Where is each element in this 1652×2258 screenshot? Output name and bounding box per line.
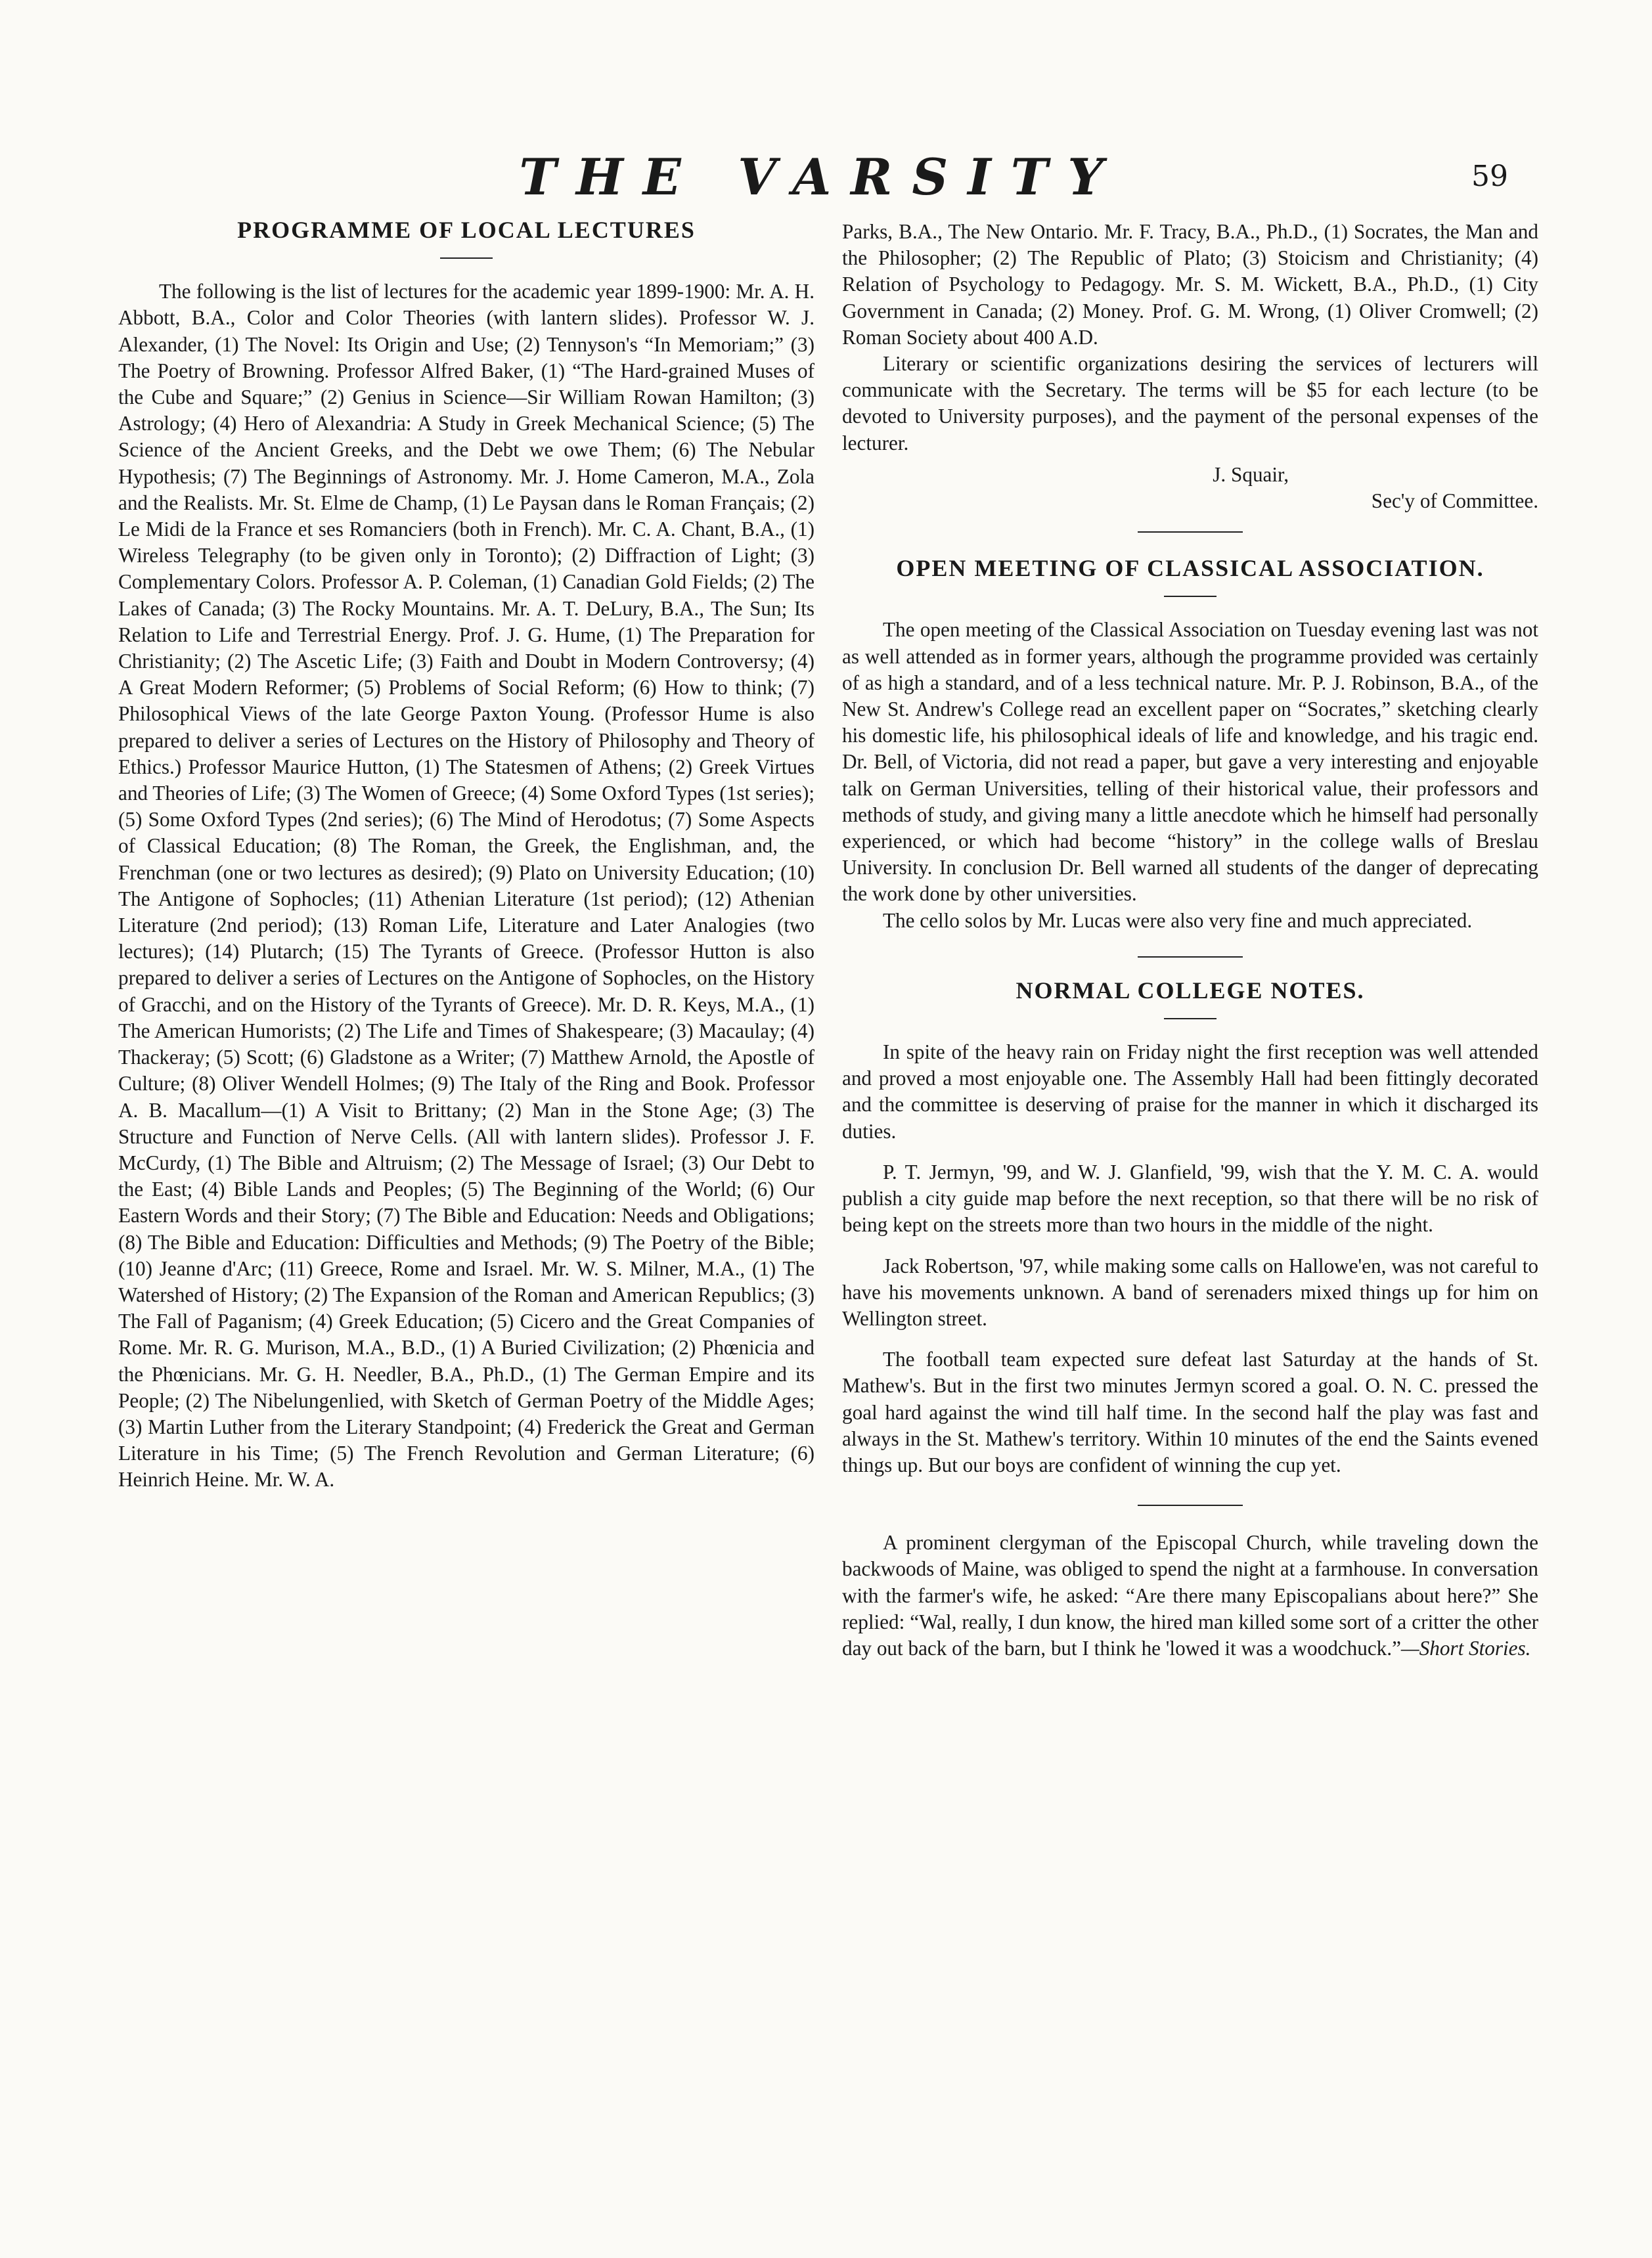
classical-paragraph: The cello solos by Mr. Lucas were also very fine and much appreciated. — [883, 908, 1473, 932]
masthead-title: THE VARSITY — [519, 148, 1123, 206]
lectures-closing: Literary or scientific organizations desiring the services of lecturers will communicate with the Secretary. The terms will be $5 for each lecture (to be devoted to University purposes), and the payment of the personal expenses of the lecturer. — [842, 352, 1538, 454]
lectures-paragraph: The following is the list of lectures for the academic year 1899-1900: Mr. A. H. Abbott, B.A., Color and Color Theories (with lantern slides). Professor W. J. Alexander, (1) The Novel: Its Origin and Use; (2) Tennyson's “In Memoriam;” (3) The Poetry of Browning. Professor Alfred Baker, (1) “The Hard-grained Muses of the Cube and Square;” (2) Genius in Science—Sir William Rowan Hamilton; (3) Astrology; (4) Hero of Alexandria: A Study in Greek Mechanical Science; (5) The Science of the Ancient Greeks, and the Debt we owe Them; (6) The Nebular Hypothesis; (7) The Beginnings of Astronomy. Mr. J. Home Cameron, M.A., Zola and the Realists. Mr. St. Elme de Champ, (1) Le Paysan dans le Roman Français; (2) Le Midi de la France et ses Romanciers (both in French). Mr. C. A. Chant, B.A., (1) Wireless Telegraphy (to be given only in Toronto); (2) Diffraction of Light; (3) Complementary Colors. Professor A. P. Coleman, (1) Canadian Gold Fields; (2) The Lakes of Canada; (3) The Rocky Mountains. Mr. A. T. DeLury, B.A., The Sun; Its Relation to Life and Terrestrial Energy. Prof. J. G. Hume, (1) The Preparation for Christianity; (2) The Ascetic Life; (3) Faith and Doubt in Modern Controversy; (4) A Great Modern Reformer; (5) Problems of Social Reform; (6) How to think; (7) Philosophical Views of the late George Paxton Young. (Professor Hume is also prepared to deliver a series of Lectures on the History of Philosophy and Theory of Ethics.) Professor Maurice Hutton, (1) The Statesmen of Athens; (2) Greek Virtues and Theories of Life; (3) The Women of Greece; (4) Some Oxford Types (1st series); (5) Some Oxford Types (2nd series); (6) The Mind of Herodotus; (7) Some Aspects of Classical Education; (8) The Roman, the Greek, the Englishman, and, the Frenchman (one or two lectures as desired); (9) Plato on University Education; (10) The Antigone of Sophocles; (11) Athenian Literature (1st period); (12) Athenian Literature (2nd period); (13) Roman Life, Literature and Later Analogies (two lectures); (14) Plutarch; (15) The Tyrants of Greece. (Professor Hutton is also prepared to deliver a series of Lectures on the Antigone of Sophocles, on the History of Gracchi, and on the History of the Tyrants of Greece). Mr. D. R. Keys, M.A., (1) The American Humorists; (2) The Life and Times of Shakespeare; (3) Macaulay; (4) Thackeray; (5) Scott; (6) Gladstone as a Writer; (7) Matthew Arnold, the Apostle of Culture; (8) Oliver Wendell Holmes; (9) The Italy of the Ring and Book. Professor A. B. Macallum—(1) A Visit to Brittany; (2) Man in the Stone Age; (3) The Structure and Function of Nerve Cells. (All with lantern slides). Professor J. F. McCurdy, (1) The Bible and Altruism; (2) The Message of Israel; (3) Our Debt to the East; (4) Bible Lands and Peoples; (5) The Beginning of the World; (6) Our Eastern Words and their Story; (7) The Bible and Education: Needs and Obligations; (8) The Bible and Education: Difficulties and Methods; (9) The Poetry of the Bible; (10) Jeanne d'Arc; (11) Greece, Rome and Israel. Mr. W. S. Milner, M.A., (1) The Watershed of History; (2) The Expansion of the Roman and American Republics; (3) The Fall of Paganism; (4) Greek Education; (5) Cicero and the Great Companies of Rome. Mr. R. G. Murison, M.A., B.D., (1) A Buried Civilization; (2) Phœnicia and the Phœnicians. Mr. G. H. Needler, B.A., Ph.D., (1) The German Empire and its People; (2) The Nibelungenlied, with Sketch of German Poetry of the Middle Ages; (3) Martin Luther from the Literary Standpoint; (4) Frederick the Great and German Literature in his Time; (5) The French Revolution and German Literature; (6) Heinrich Heine. Mr. W. A. — [118, 280, 815, 1492]
page-number: 59 — [1471, 160, 1508, 193]
anecdote-paragraph — [842, 1530, 1538, 1662]
normal-heading: NORMAL COLLEGE NOTES. — [1016, 977, 1365, 1004]
divider — [1164, 1018, 1217, 1019]
divider — [1138, 531, 1243, 533]
normal-paragraph: In spite of the heavy rain on Friday night the first reception was well attended and proved a most enjoyable one. The Assembly Hall had been fittingly decorated and the committee is deserving of praise for the manner in which it discharged its duties. — [842, 1040, 1538, 1143]
normal-paragraph: P. T. Jermyn, '99, and W. J. Glanfield, '99, wish that the Y. M. C. A. would publish a city guide map before the next reception, so that there will be no risk of being kept on the streets more than two hours in the middle of the night. — [842, 1160, 1538, 1237]
classical-heading: OPEN MEETING OF CLASSICAL ASSOCIATION. — [896, 555, 1485, 582]
left-column — [118, 217, 815, 1494]
signature-name: J. Squair, — [1213, 462, 1289, 486]
lectures-heading: PROGRAMME OF LOCAL LECTURES — [237, 217, 696, 243]
signature-title: Sec'y of Committee. — [1371, 489, 1538, 513]
anecdote-text: A prominent clergyman of the Episcopal Church, while traveling down the backwoods of Maine, was obliged to spend the night at a farmhouse. In conversation with the farmer's wife, he asked: “Are there many Episcopalians about here?” She replied: “Wal, really, I dun know, the hired man killed some sort of a critter the other day out back of the barn, but I think he 'lowed it was a woodchuck.” — [842, 1531, 1538, 1660]
divider — [1164, 596, 1217, 597]
normal-paragraph: Jack Robertson, '97, while making some calls on Hallowe'en, was not careful to have his movements unknown. A band of serenaders mixed things up for him on Wellington street. — [842, 1254, 1538, 1330]
divider — [1138, 956, 1243, 958]
divider — [1138, 1505, 1243, 1506]
right-column — [842, 219, 1538, 1662]
masthead — [0, 148, 1652, 207]
divider — [440, 257, 493, 259]
lectures-continuation: Parks, B.A., The New Ontario. Mr. F. Tracy, B.A., Ph.D., (1) Socrates, the Man and the Philosopher; (2) The Republic of Plato; (3) Stoicism and Christianity; (4) Relation of Psychology to Pedagogy. Mr. S. M. Wickett, B.A., Ph.D., (1) City Government in Canada; (2) Money. Prof. G. M. Wrong, (1) Oliver Cromwell; (2) Roman Society about 400 A.D. — [842, 220, 1538, 349]
classical-paragraph: The open meeting of the Classical Association on Tuesday evening last was not as well attended as in former years, although the programme provided was certainly of as high a standard, and of a less technical nature. Mr. P. J. Robinson, B.A., of the New St. Andrew's College read an excellent paper on “Socrates,” sketching clearly his domestic life, his philosophical ideals of life and knowledge, and his tragic end. Dr. Bell, of Victoria, did not read a paper, but gave a very interesting and enjoyable talk on German Universities, telling of their historical value, their professors and methods of study, and giving many a little anecdote which he himself had personally experienced, or which had become “history” in the college walls of Breslau University. In conclusion Dr. Bell warned all students of the danger of deprecating the work done by other universities. — [842, 618, 1538, 906]
signature — [842, 462, 1538, 514]
normal-paragraph: The football team expected sure defeat last Saturday at the hands of St. Mathew's. But in the first two minutes Jermyn scored a goal. O. N. C. pressed the goal hard against the wind till half time. In the second half the play was fast and always in the St. Mathew's territory. Within 10 minutes of the end the Saints evened things up. But our boys are confident of winning the cup yet. — [842, 1348, 1538, 1476]
anecdote-source: —Short Stories. — [1400, 1636, 1531, 1660]
